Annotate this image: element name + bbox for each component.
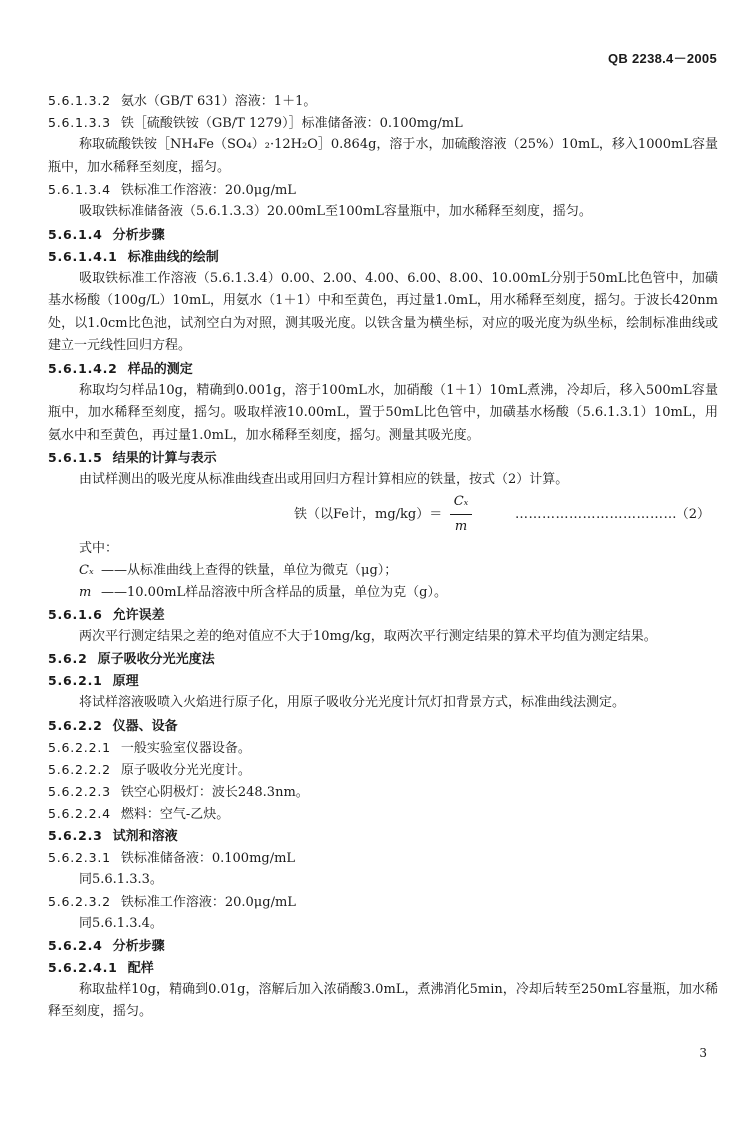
heading-text: 试剂和溶液 (112, 828, 178, 844)
section-heading (48, 447, 718, 469)
clause-text: 铁［硫酸铁铵（GB/T 1279）］标准储备液：0.100mg/mL (120, 116, 463, 131)
clause-number: 5.6.1.4 (48, 226, 103, 242)
clause-text: 原子吸收分光光度计。 (120, 762, 251, 778)
symbol-definition (48, 560, 718, 582)
clause-text: 铁标准储备液：0.100mg/mL (120, 850, 296, 866)
heading-text: 标准曲线的绘制 (127, 249, 219, 265)
clause-number: 5.6.2.2.1 (48, 739, 111, 755)
heading-text: 分析步骤 (112, 938, 165, 954)
paragraph: 称取硫酸铁铵［NH₄Fe（SO₄）₂·12H₂O］0.864g，溶于水，加硫酸溶液（25%）10mL，移入1000mL容量瓶中，加水稀释至刻度，摇匀。 (48, 137, 718, 175)
clause-number: 5.6.2.2.3 (48, 783, 111, 799)
clause-line (48, 737, 718, 759)
clause-number: 5.6.1.3.4 (48, 182, 111, 197)
fraction-bar (450, 514, 472, 515)
clause-number: 5.6.2 (48, 651, 88, 666)
where-label: 式中： (79, 540, 119, 556)
paragraph: 称取均匀样品10g，精确到0.001g，溶于100mL水，加硝酸（1＋1）10mL煮沸，冷却后，移入500mL容量瓶中，加水稀释至刻度，摇匀。吸取样液10.00mL，置于50mL比色管中，加磺基水杨酸（5.6.1.3.1）10mL，用氨水中和至黄色，再过量1.0mL，加水稀释至刻度，摇匀。测量其吸光度。 (48, 382, 718, 443)
clause-line (48, 847, 718, 869)
section-heading (48, 670, 718, 692)
page-number: 3 (699, 1046, 707, 1060)
clause-number: 5.6.1.6 (48, 606, 103, 622)
equation-number: （2） (675, 506, 710, 522)
clause-line (48, 891, 718, 913)
section-heading (48, 358, 718, 380)
clause-line (48, 803, 718, 825)
clause-text: 一般实验室仪器设备。 (120, 740, 251, 756)
paragraph: 同5.6.1.3.4。 (79, 915, 163, 931)
standard-id: QB 2238.4－2005 (608, 51, 717, 66)
section-heading (48, 715, 718, 737)
formula (48, 492, 718, 538)
paragraph: 吸取铁标准储备液（5.6.1.3.3）20.00mL至100mL容量瓶中，加水稀释至刻度，摇匀。 (79, 204, 592, 219)
formula-fraction (450, 492, 472, 537)
heading-text: 结果的计算与表示 (112, 451, 217, 466)
heading-text: 允许误差 (112, 607, 165, 623)
clause-line (48, 781, 718, 803)
clause-number: 5.6.1.3.3 (48, 115, 111, 130)
section-heading (48, 825, 718, 847)
paragraph: 同5.6.1.3.3。 (79, 871, 163, 887)
clause-text: 铁标准工作溶液：20.0μg/mL (120, 894, 296, 910)
clause-text: 燃料：空气-乙炔。 (120, 806, 230, 822)
heading-text: 仪器、设备 (112, 718, 178, 734)
clause-line (48, 90, 718, 112)
symbol: Cₓ (79, 562, 94, 578)
paragraph: 吸取铁标准工作溶液（5.6.1.3.4）0.00、2.00、4.00、6.00、8.00、10.00mL分别于50mL比色管中，加磺基水杨酸（100g/L）10mL，用氨水（1＋1）中和至黄色，再过量1.0mL，用水稀释至刻度，摇匀。于波长420nm处，以1.0cm比色池，试剂空白为对照，测其吸光度。以铁含量为横坐标，对应的吸光度为纵坐标，绘制标准曲线或建立一元线性回归方程。 (48, 270, 718, 353)
clause-number: 5.6.1.3.2 (48, 93, 111, 108)
clause-text: 铁标准工作溶液：20.0μg/mL (120, 183, 296, 198)
formula-denominator: m (454, 518, 468, 534)
paragraph: 称取盐样10g，精确到0.01g，溶解后加入浓硝酸3.0mL，煮沸消化5min，冷却后转至250mL容量瓶，加水稀释至刻度，摇匀。 (48, 981, 718, 1019)
section-heading (48, 648, 718, 670)
clause-line (48, 759, 718, 781)
symbol-definition (48, 582, 718, 604)
clause-number: 5.6.2.2 (48, 717, 103, 733)
section-heading (48, 957, 718, 979)
heading-text: 配样 (127, 960, 154, 976)
section-heading (48, 224, 718, 246)
heading-text: 分析步骤 (112, 227, 165, 243)
formula-leader-dots: ……………………………… (515, 506, 677, 522)
symbol-description: ——10.00mL样品溶液中所含样品的质量，单位为克（g）。 (101, 584, 447, 600)
formula-numerator: Cₓ (453, 493, 469, 509)
heading-text: 原子吸收分光光度法 (97, 652, 215, 667)
clause-number: 5.6.1.5 (48, 450, 103, 465)
clause-line (48, 179, 718, 201)
formula-lhs: 铁（以Fe计，mg/kg）＝ (294, 506, 443, 522)
heading-text: 样品的测定 (127, 361, 193, 377)
clause-number: 5.6.2.3.1 (48, 849, 111, 865)
clause-number: 5.6.2.2.2 (48, 761, 111, 777)
document-body (48, 90, 718, 1024)
clause-number: 5.6.1.4.1 (48, 248, 118, 264)
clause-line (48, 112, 718, 134)
clause-number: 5.6.2.4.1 (48, 959, 118, 975)
heading-text: 原理 (112, 674, 139, 689)
clause-number: 5.6.2.4 (48, 937, 103, 953)
section-heading (48, 246, 718, 268)
section-heading (48, 935, 718, 957)
symbol-description: ——从标准曲线上查得的铁量，单位为微克（μg）； (101, 562, 398, 578)
section-heading (48, 604, 718, 626)
clause-text: 氨水（GB/T 631）溶液：1＋1。 (120, 94, 317, 109)
clause-number: 5.6.1.4.2 (48, 360, 118, 376)
clause-number: 5.6.2.3 (48, 827, 103, 843)
paragraph: 两次平行测定结果之差的绝对值应不大于10mg/kg，取两次平行测定结果的算术平均值为测定结果。 (79, 628, 657, 644)
clause-number: 5.6.2.2.4 (48, 805, 111, 821)
clause-number: 5.6.2.1 (48, 673, 103, 688)
symbol: m (79, 584, 92, 600)
clause-text: 铁空心阴极灯：波长248.3nm。 (120, 784, 309, 800)
clause-number: 5.6.2.3.2 (48, 893, 111, 909)
paragraph: 将试样溶液吸喷入火焰进行原子化，用原子吸收分光光度计氘灯扣背景方式，标准曲线法测定。 (79, 695, 626, 710)
paragraph: 由试样测出的吸光度从标准曲线查出或用回归方程计算相应的铁量，按式（2）计算。 (79, 472, 569, 487)
